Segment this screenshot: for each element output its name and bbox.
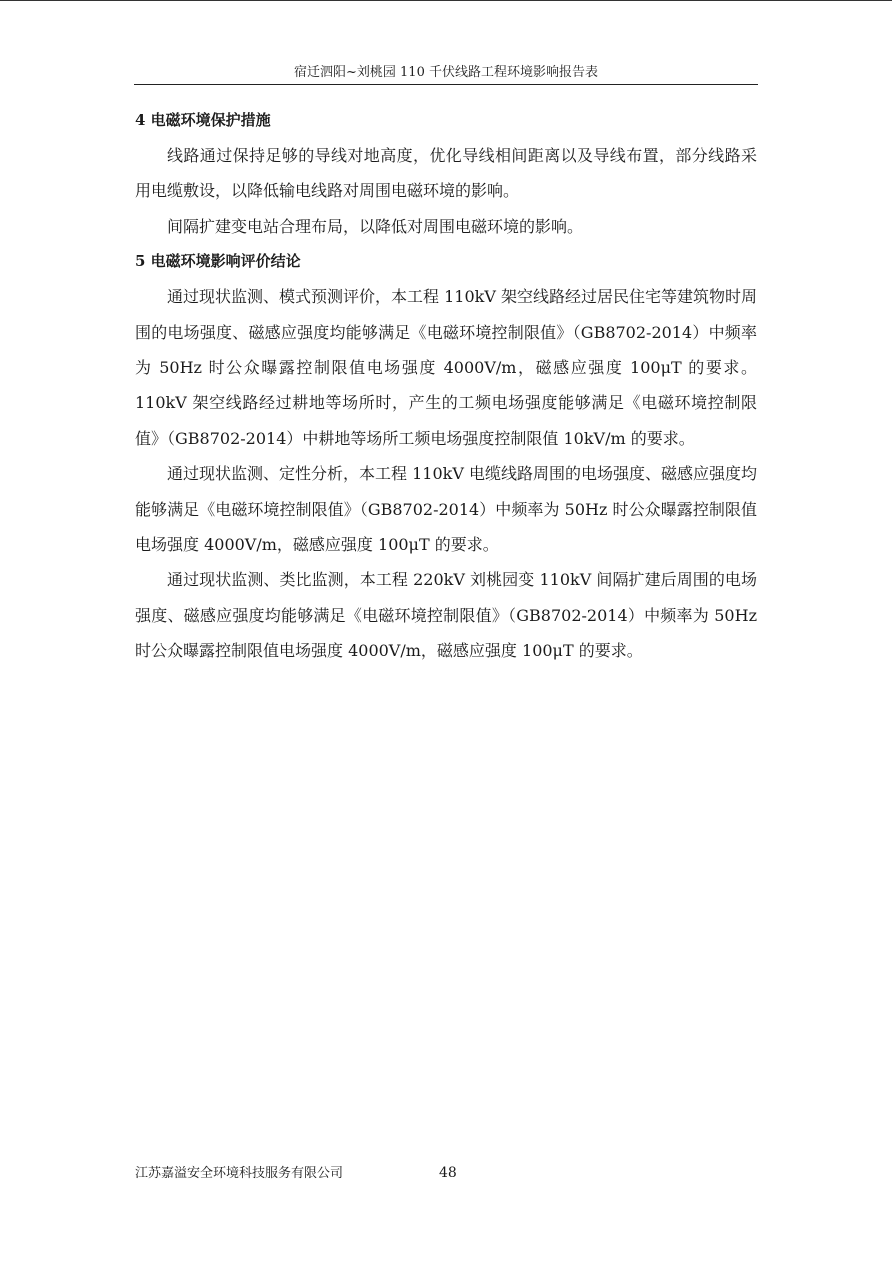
section-heading: 5 电磁环境影响评价结论 <box>135 252 301 271</box>
header-divider <box>134 84 758 85</box>
paragraph: 通过现状监测、定性分析，本工程 110kV 电缆线路周围的电场强度、磁感应强度均能够满足《电磁环境控制限值》（GB8702-2014）中频率为 50Hz 时公众曝露控制限值电场强度 4000V/m，磁感应强度 100μT 的要求。 <box>135 464 757 555</box>
section-electromagnetic-protection <box>135 103 757 244</box>
paragraph: 线路通过保持足够的导线对地高度，优化导线相间距离以及导线布置，部分线路采用电缆敷设，以降低输电线路对周围电磁环境的影响。 <box>135 146 757 201</box>
page-top-border <box>0 0 892 1</box>
page-header-title: 宿迁泗阳~刘桃园 110 千伏线路工程环境影响报告表 <box>294 65 598 80</box>
paragraph: 通过现状监测、类比监测，本工程 220kV 刘桃园变 110kV 间隔扩建后周围的电场强度、磁感应强度均能够满足《电磁环境控制限值》（GB8702-2014）中频率为 50Hz 时公众曝露控制限值电场强度 4000V/m，磁感应强度 100μT 的要求。 <box>135 570 757 661</box>
page-number: 48 <box>439 1165 457 1181</box>
section-heading: 4 电磁环境保护措施 <box>135 111 271 129</box>
document-body <box>135 103 757 669</box>
paragraph: 通过现状监测、模式预测评价，本工程 110kV 架空线路经过居民住宅等建筑物时周围的电场强度、磁感应强度均能够满足《电磁环境控制限值》（GB8702-2014）中频率为 50Hz 时公众曝露控制限值电场强度 4000V/m，磁感应强度 100μT 的要求。110kV 架空线路经过耕地等场所时，产生的工频电场强度能够满足《电磁环境控制限值》（GB8702-2014）中耕地等场所工频电场强度控制限值 10kV/m 的要求。 <box>135 287 757 448</box>
section-electromagnetic-conclusion <box>135 244 757 668</box>
paragraph: 间隔扩建变电站合理布局，以降低对周围电磁环境的影响。 <box>167 216 584 236</box>
footer-company-name: 江苏嘉溢安全环境科技服务有限公司 <box>135 1166 344 1181</box>
